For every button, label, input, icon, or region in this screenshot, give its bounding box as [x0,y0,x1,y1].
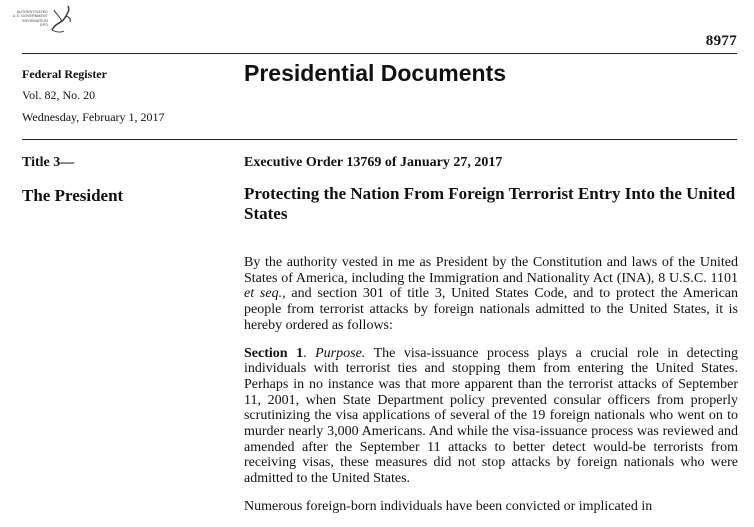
section-separator: . [303,345,316,361]
section-text: The visa-issuance process plays a crucial role in detecting individuals with terrorist ties and stopping them from entering the United States. Perhaps in no instance was that more apparent than the terrorist attacks of September 11, 2001, when State Department policy prevented consular officers from properly scrutinizing the visa applications of several of the 19 foreign nationals who went on to murder nearly 3,000 Americans. And while the visa-issuance process was reviewed and amended after the September 11 attacks to better detect would-be terrorists from receiving visas, these measures did not stop attacks by foreign nationals who were admitted to the United States. [244,345,738,487]
order-body [244,255,738,527]
section-label: Section 1 [244,345,304,361]
section-1-paragraph [244,346,738,487]
president-label: The President [22,186,124,205]
section-rule [22,139,737,140]
title-label: Title 3— [22,155,75,170]
preamble-paragraph [244,255,738,334]
order-title: Protecting the Nation From Foreign Terrorist Entry Into the United States [244,184,736,223]
register-volume: Vol. 82, No. 20 [22,88,96,102]
section-heading: Purpose. [315,345,366,361]
seal-text-line: U.S. GOVERNMENT [12,14,48,19]
gpo-authentication-seal [8,4,72,38]
gpo-eagle-seal-icon [48,4,72,36]
preamble-text: By the authority vested in me as President by the Constitution and laws of the United States of America, including the Immigration and Nationality Act (INA), 8 U.S.C. 1101 [244,255,738,286]
executive-order-line: Executive Order 13769 of January 27, 2017 [244,155,503,170]
preamble-text: , and section 301 of title 3, United States Code, and to protect the American people from terrorist attacks by foreign nationals admitted to the United States, it is hereby ordered as follows: [244,286,738,333]
document-heading: Presidential Documents [244,60,507,86]
page-number: 8977 [705,33,737,49]
header-rule [22,53,737,54]
next-paragraph: Numerous foreign-born individuals have been convicted or implicated in [244,498,653,514]
seal-text-line: GPO [39,23,48,28]
preamble-emphasis: et seq. [244,286,283,302]
seal-text-line: AUTHENTICATED [16,10,48,14]
seal-text-line: INFORMATION [22,18,48,23]
seal-text [8,10,48,28]
register-date: Wednesday, February 1, 2017 [22,110,165,124]
register-name: Federal Register [22,67,107,81]
